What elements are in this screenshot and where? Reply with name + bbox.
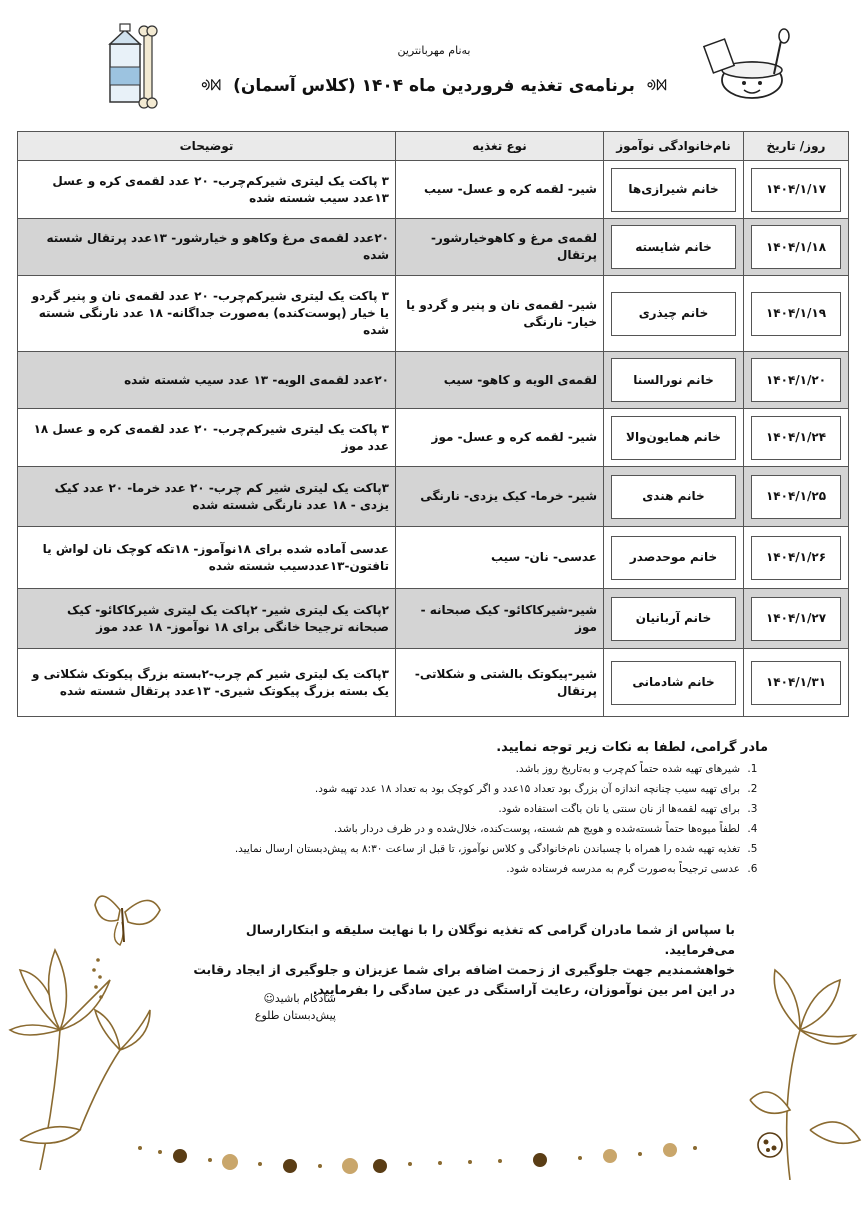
desc-cell: ۳ پاکت یک لیتری شیرکم‌چرب- ۲۰ عدد لقمه‌ی کره و عسل ۱۳عدد سیب شسته شده [18, 161, 396, 219]
table-row [18, 467, 849, 527]
date-cell: ۱۴۰۴/۱/۲۴ [751, 416, 841, 460]
food-cell: لقمه‌ی مرغ و کاهوخیارشور- پرتقال [396, 219, 604, 276]
date-cell: ۱۴۰۴/۱/۲۵ [751, 475, 841, 519]
flower-right-icon [690, 900, 868, 1180]
signature [196, 990, 336, 1024]
desc-cell: ۳ پاکت یک لیتری شیرکم‌چرب- ۲۰ عدد لقمه‌ی نان و پنیر گردو یا خیار (پوست‌کنده) به‌صورت جداگانه- ۱۸ عدد نارنگی شسته شده [18, 276, 396, 352]
note-item: 3. برای تهیه لقمه‌ها از نان سنتی یا نان باگت استفاده شود. [150, 799, 744, 819]
table-row [18, 276, 849, 352]
flower-left-icon [0, 880, 190, 1170]
food-cell: لقمه‌ی الویه و کاهو- سیب [396, 352, 604, 409]
header [0, 0, 868, 130]
header-family: نام‌خانوادگی نوآموز [604, 132, 744, 161]
desc-cell: ۳پاکت یک لیتری شیر کم چرب- ۲۰ عدد خرما- ۲۰ عدد کیک یزدی - ۱۸ عدد نارنگی شسته شده [18, 467, 396, 527]
food-cell: شیر-پیکوتک بالشتی و شکلاتی- پرتقال [396, 649, 604, 717]
dotted-trail-icon [130, 1130, 710, 1180]
table-row [18, 527, 849, 589]
ladybug-icon [758, 1133, 782, 1157]
nutrition-schedule-table [17, 131, 849, 717]
desc-cell: ۳پاکت یک لیتری شیر کم چرب-۲بسته بزرگ پیکوتک شکلاتی و یک بسته بزرگ پیکوتک شیری- ۱۳عدد پرتقال شسته شده [18, 649, 396, 717]
notes-section [150, 740, 768, 879]
desc-cell: ۲پاکت یک لیتری شیر- ۲پاکت یک لیتری شیرکاکائو- کیک صبحانه ترجیحا خانگی برای ۱۸ نوآموز- ۱۸ عدد موز [18, 589, 396, 649]
table-row [18, 649, 849, 717]
date-cell: ۱۴۰۴/۱/۲۶ [751, 536, 841, 580]
family-cell: خانم آربانیان [611, 597, 736, 641]
notes-list [150, 759, 768, 879]
header-food: نوع تغذیه [396, 132, 604, 161]
header-desc: توضیحات [18, 132, 396, 161]
milk-bottle-icon [100, 22, 162, 110]
family-cell: خانم هندی [611, 475, 736, 519]
bismillah-text: به‌نام مهربانترین [397, 44, 471, 57]
date-cell: ۱۴۰۴/۱/۱۹ [751, 292, 841, 336]
family-cell: خانم نورالسنا [611, 358, 736, 402]
date-cell: ۱۴۰۴/۱/۱۸ [751, 225, 841, 269]
butterfly-icon [95, 896, 160, 945]
note-item: 5. تغذیه تهیه شده را همراه با چسباندن نام‌خانوادگی و کلاس نوآموز، تا قبل از ساعت ۸:۳۰ به پیش‌دبستان ارسال نمایید. [150, 839, 744, 859]
food-cell: شیر- لقمه‌ی نان و پنیر و گردو یا خیار- نارنگی [396, 276, 604, 352]
food-cell: شیر- لقمه کره و عسل- سیب [396, 161, 604, 219]
note-item: 1. شیرهای تهیه شده حتماً کم‌چرب و به‌تاریخ روز باشد. [150, 759, 744, 779]
desc-cell: ۲۰عدد لقمه‌ی مرغ وکاهو و خیارشور- ۱۳عدد پرتقال شسته شده [18, 219, 396, 276]
dots-icon [88, 955, 108, 1005]
table-row [18, 352, 849, 409]
food-cell: عدسی- نان- سیب [396, 527, 604, 589]
notes-title: مادر گرامی، لطفا به نکات زیر توجه نمایید. [496, 740, 768, 755]
date-cell: ۱۴۰۴/۱/۳۱ [751, 661, 841, 705]
family-cell: خانم موحدصدر [611, 536, 736, 580]
desc-cell: ۳ پاکت یک لیتری شیرکم‌چرب- ۲۰ عدد لقمه‌ی کره و عسل ۱۸ عدد موز [18, 409, 396, 467]
signature-school: پیش‌دبستان طلوع [254, 1009, 336, 1022]
cooking-pot-icon [700, 28, 800, 108]
table-row [18, 219, 849, 276]
note-item: 6. عدسی ترجیحاً به‌صورت گرم به مدرسه فرستاده شود. [150, 859, 744, 879]
signature-greeting: شادکام باشید☺ [263, 992, 336, 1005]
table-row [18, 161, 849, 219]
table-header-row [18, 132, 849, 161]
date-cell: ۱۴۰۴/۱/۱۷ [751, 168, 841, 212]
note-item: 4. لطفاً میوه‌ها حتماً شسته‌شده و هویج هم شسته، پوست‌کنده، خلال‌شده و در ظرف دردار باشد. [150, 819, 744, 839]
food-cell: شیر- خرما- کیک یزدی- نارنگی [396, 467, 604, 527]
title-ornament-left: ᢀᢂ [646, 76, 667, 95]
table-row [18, 589, 849, 649]
closing-message [190, 920, 735, 1000]
title-text: برنامه‌ی تغذیه فروردین ماه ۱۴۰۴ (کلاس آسمان) [233, 76, 635, 96]
family-cell: خانم چیذری [611, 292, 736, 336]
table-row [18, 409, 849, 467]
closing-line: خواهشمندیم جهت جلوگیری از زحمت اضافه برای شما عزیزان و جلوگیری از ایجاد رقابت [193, 962, 735, 977]
food-cell: شیر- لقمه کره و عسل- موز [396, 409, 604, 467]
date-cell: ۱۴۰۴/۱/۲۰ [751, 358, 841, 402]
note-item: 2. برای تهیه سیب چنانچه اندازه آن بزرگ بود تعداد ۱۵عدد و اگر کوچک بود به تعداد ۱۸ عدد تهیه شود. [150, 779, 744, 799]
family-cell: خانم همایون‌والا [611, 416, 736, 460]
family-cell: خانم شیرازی‌ها [611, 168, 736, 212]
family-cell: خانم شادمانی [611, 661, 736, 705]
date-cell: ۱۴۰۴/۱/۲۷ [751, 597, 841, 641]
food-cell: شیر-شیرکاکائو- کیک صبحانه - موز [396, 589, 604, 649]
desc-cell: عدسی آماده شده برای ۱۸نوآموز- ۱۸تکه کوچک نان لواش یا تافتون-۱۳عددسیب شسته شده [18, 527, 396, 589]
closing-line: با سپاس از شما مادران گرامی که تغذیه نوگلان را با نهایت سلیقه و ابتکارارسال می‌فرمایید. [245, 922, 735, 957]
desc-cell: ۲۰عدد لقمه‌ی الویه- ۱۳ عدد سیب شسته شده [18, 352, 396, 409]
title-ornament-right: ᢀᢂ [201, 76, 222, 95]
closing-line: در این امر بین نوآموزان، رعایت آراستگی در عین سادگی را بفرمایید. [312, 982, 735, 997]
header-date: روز/ تاریخ [744, 132, 849, 161]
family-cell: خانم شایسته [611, 225, 736, 269]
